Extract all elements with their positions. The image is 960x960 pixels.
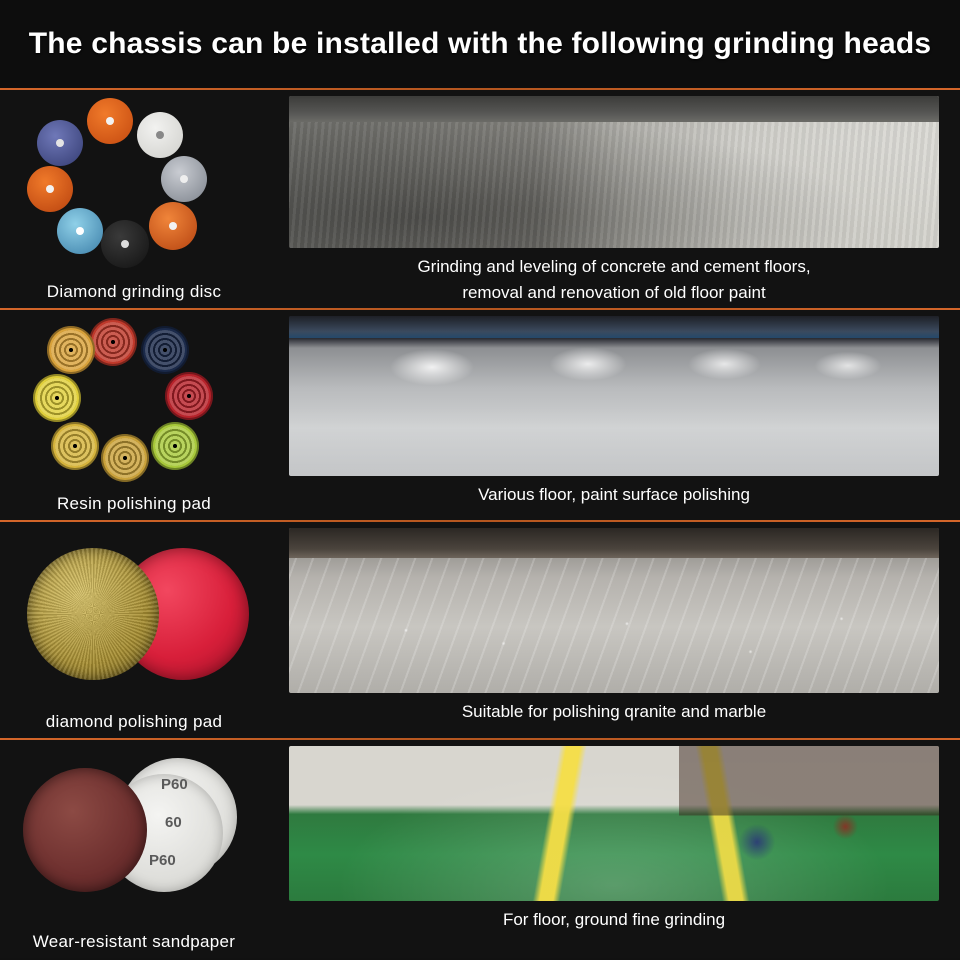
application-photo-1 bbox=[289, 96, 939, 248]
product-row-diamond-polishing-pad bbox=[0, 522, 960, 738]
diamond-disc-cluster-icon bbox=[9, 98, 259, 268]
resin-pad-icon bbox=[47, 326, 95, 374]
grit-label: 60 bbox=[165, 814, 182, 831]
product-name-3: diamond polishing pad bbox=[45, 712, 223, 731]
application-photo-2 bbox=[289, 316, 939, 476]
grinding-disc-icon bbox=[87, 98, 133, 144]
application-cell-4 bbox=[268, 740, 960, 958]
resin-pad-icon bbox=[33, 374, 81, 422]
application-cell-3 bbox=[268, 522, 960, 738]
sandpaper-stack-icon bbox=[9, 748, 259, 908]
product-name-2: Resin polishing pad bbox=[56, 494, 212, 513]
application-caption-1-line2: removal and renovation of old floor paint bbox=[462, 282, 766, 302]
application-photo-4 bbox=[289, 746, 939, 901]
product-row-resin-polishing-pad bbox=[0, 310, 960, 520]
resin-pad-icon bbox=[51, 422, 99, 470]
resin-pad-icon bbox=[151, 422, 199, 470]
grinding-disc-icon bbox=[27, 166, 73, 212]
grit-label: P60 bbox=[149, 852, 176, 869]
product-row-diamond-grinding-disc bbox=[0, 90, 960, 308]
product-name-1: Diamond grinding disc bbox=[46, 282, 222, 301]
resin-pad-icon bbox=[89, 318, 137, 366]
grinding-disc-icon bbox=[57, 208, 103, 254]
application-photo-3 bbox=[289, 528, 939, 693]
polishing-pad-gold bbox=[27, 548, 159, 680]
diamond-polishing-pad-icon bbox=[9, 530, 259, 690]
resin-pad-icon bbox=[165, 372, 213, 420]
grinding-disc-icon bbox=[37, 120, 83, 166]
product-name-4: Wear-resistant sandpaper bbox=[32, 932, 236, 951]
application-caption-3: Suitable for polishing qranite and marble bbox=[461, 702, 767, 721]
grinding-disc-icon bbox=[161, 156, 207, 202]
application-caption-2: Various floor, paint surface polishing bbox=[478, 485, 750, 504]
application-cell-1 bbox=[268, 90, 960, 308]
header bbox=[0, 0, 960, 88]
application-caption-4: For floor, ground fine grinding bbox=[502, 910, 726, 929]
grinding-disc-icon bbox=[137, 112, 183, 158]
product-cell-4 bbox=[0, 740, 268, 958]
product-row-wear-resistant-sandpaper bbox=[0, 740, 960, 958]
product-cell-1 bbox=[0, 90, 268, 308]
resin-pad-icon bbox=[101, 434, 149, 482]
product-cell-3 bbox=[0, 522, 268, 738]
application-caption-1-line1: Grinding and leveling of concrete and cement floors, bbox=[417, 257, 811, 276]
page-title: The chassis can be installed with the following grinding heads bbox=[28, 27, 932, 60]
resin-pad-icon bbox=[141, 326, 189, 374]
application-caption-1 bbox=[407, 254, 820, 305]
product-cell-2 bbox=[0, 310, 268, 520]
grit-label: P60 bbox=[161, 776, 188, 793]
grinding-disc-icon bbox=[149, 202, 197, 250]
grinding-disc-icon bbox=[101, 220, 149, 268]
sandpaper-disc-brown bbox=[23, 768, 147, 892]
application-cell-2 bbox=[268, 310, 960, 520]
resin-pad-cluster-icon bbox=[9, 318, 259, 488]
